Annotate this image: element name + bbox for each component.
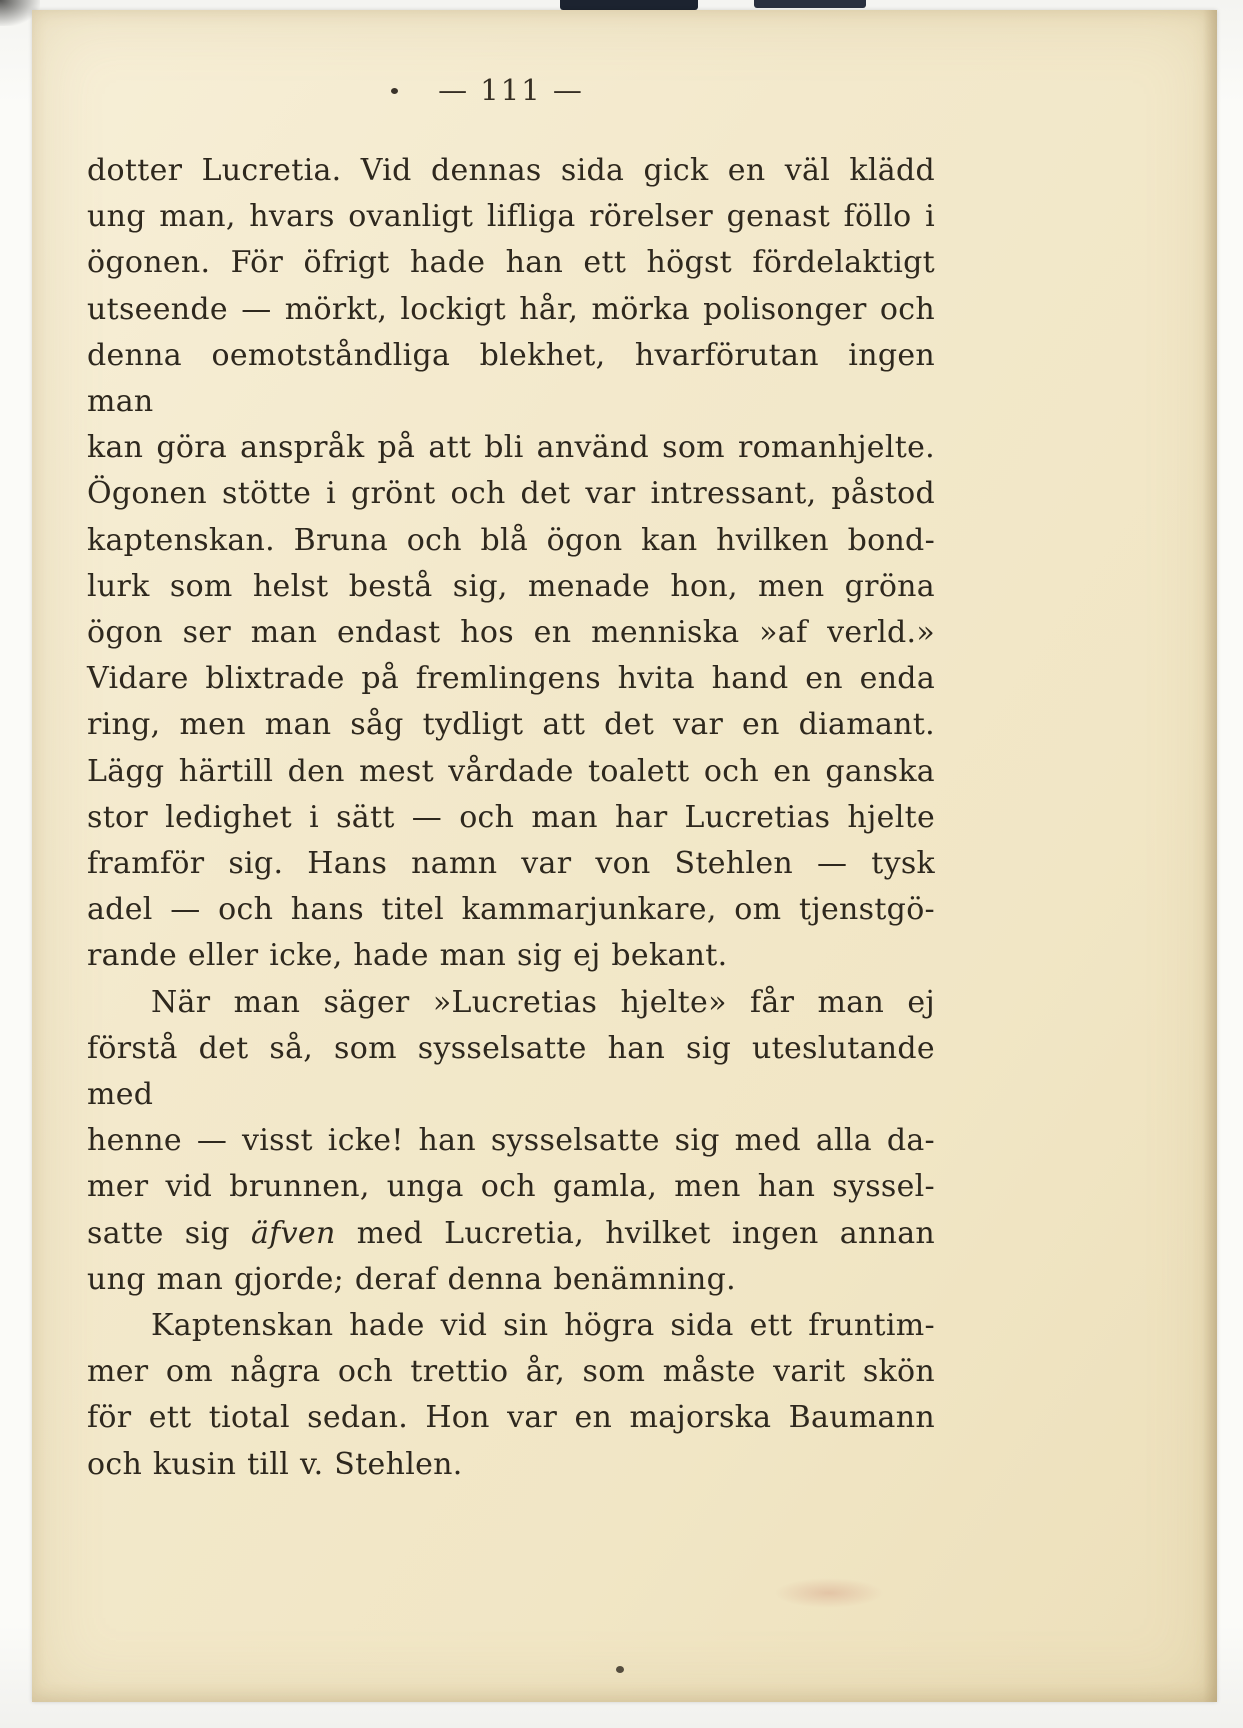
scan-edge-shadow [1203, 10, 1217, 1702]
text-line: Ögonen stötte i grönt och det var intressant, påstod [87, 476, 935, 512]
text-line: ögonen. För öfrigt hade han ett högst fördelaktigt [87, 245, 935, 281]
scan-artifact-smudge [774, 1578, 884, 1608]
book-page [32, 10, 1217, 1702]
scan-artifact-ink-dot [391, 88, 398, 94]
page-number: — 111 — [438, 73, 584, 107]
text-line: utseende — mörkt, lockigt hår, mörka polisonger och [87, 291, 935, 327]
text-line: ögon ser man endast hos en menniska »af verld.» [87, 615, 935, 651]
text-line-with-italic [87, 1211, 935, 1257]
scan-artifact-bottom-dot [616, 1666, 624, 1673]
text-block [87, 72, 935, 1488]
text-line: framför sig. Hans namn var von Stehlen — tysk [87, 846, 935, 882]
text-line: Kaptenskan hade vid sin högra sida ett fruntim- [151, 1308, 935, 1344]
text-line: stor ledighet i sätt — och man har Lucretias hjelte [87, 799, 935, 835]
text-line: Lägg härtill den mest vårdade toalett och en ganska [87, 753, 935, 789]
text-line: mer vid brunnen, unga och gamla, men han syssel- [87, 1169, 935, 1205]
text-line: rande eller icke, hade man sig ej bekant. [87, 938, 728, 974]
text-line: mer om några och trettio år, som måste varit skön [87, 1354, 935, 1390]
text-line: henne — visst icke! han sysselsatte sig med alla da- [87, 1123, 935, 1159]
text-line: ung man gjorde; deraf denna benämning. [87, 1261, 736, 1297]
text-line: och kusin till v. Stehlen. [87, 1446, 463, 1482]
text-line: Vidare blixtrade på fremlingens hvita hand en enda [87, 661, 935, 697]
paragraph-2 [87, 980, 935, 1303]
text-line: ung man, hvars ovanligt lifliga rörelser genast föllo i [87, 199, 935, 235]
text-segment: med Lucretia, hvilket ingen annan [356, 1215, 935, 1251]
text-line: dotter Lucretia. Vid dennas sida gick en väl klädd [87, 153, 935, 188]
paragraph-3 [87, 1303, 935, 1488]
text-line: ring, men man såg tydligt att det var en diamant. [87, 707, 935, 743]
italic-word: äfven [251, 1215, 336, 1251]
text-line: lurk som helst bestå sig, menade hon, men gröna [87, 568, 935, 604]
text-line: kaptenskan. Bruna och blå ögon kan hvilken bond- [87, 522, 935, 558]
paragraph-1 [87, 148, 935, 980]
text-line: för ett tiotal sedan. Hon var en majorska Baumann [87, 1400, 935, 1436]
text-line: När man säger »Lucretias hjelte» får man ej [151, 984, 935, 1020]
text-line: kan göra anspråk på att bli använd som romanhjelte. [87, 430, 935, 466]
text-line: förstå det så, som sysselsatte han sig uteslutande med [87, 1030, 935, 1113]
text-segment: satte sig [87, 1215, 230, 1251]
text-line: denna oemotståndliga blekhet, hvarförutan ingen man [87, 337, 935, 420]
scan-artifact-top-strip-left [560, 0, 698, 10]
text-line: adel — och hans titel kammarjunkare, om tjenstgö- [87, 892, 935, 928]
scan-artifact-top-strip-right [754, 0, 866, 8]
